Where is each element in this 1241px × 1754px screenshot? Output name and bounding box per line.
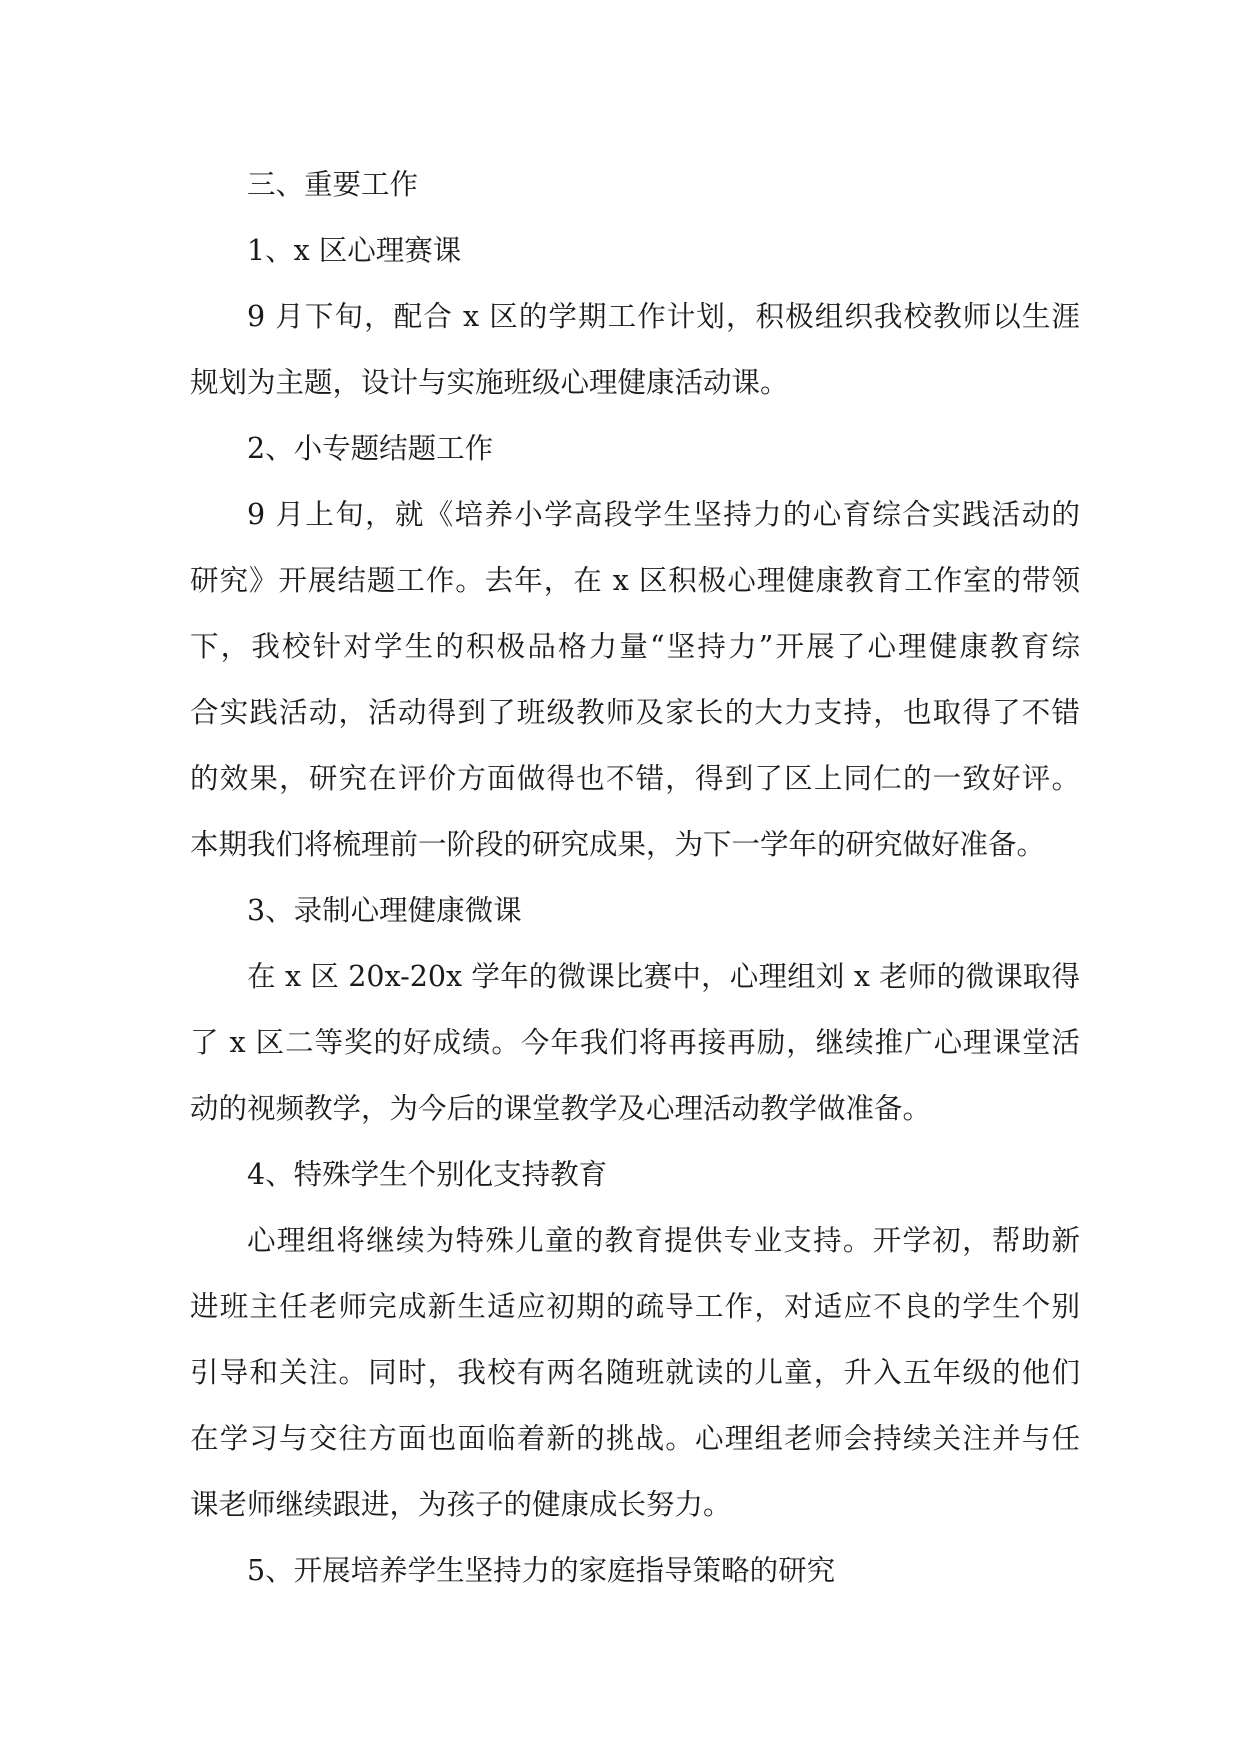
paragraph-line: 合实践活动，活动得到了班级教师及家长的大力支持，也取得了不错 xyxy=(190,696,1080,729)
paragraph-line: 下，我校针对学生的积极品格力量“坚持力”开展了心理健康教育综 xyxy=(190,630,1080,663)
item-heading-5: 5、开展培养学生坚持力的家庭指导策略的研究 xyxy=(247,1554,836,1587)
paragraph-line: 9 月上旬，就《培养小学高段学生坚持力的心育综合实践活动的 xyxy=(247,498,1080,531)
paragraph-line: 心理组将继续为特殊儿童的教育提供专业支持。开学初，帮助新 xyxy=(247,1224,1080,1257)
item-heading-4: 4、特殊学生个别化支持教育 xyxy=(247,1158,608,1191)
paragraph-line: 9 月下旬，配合 x 区的学期工作计划，积极组织我校教师以生涯 xyxy=(247,300,1080,333)
paragraph-line: 在学习与交往方面也面临着新的挑战。心理组老师会持续关注并与任 xyxy=(190,1422,1080,1455)
paragraph-line: 动的视频教学，为今后的课堂教学及心理活动教学做准备。 xyxy=(190,1092,932,1125)
item-heading-1: 1、x 区心理赛课 xyxy=(247,234,462,267)
paragraph-line: 研究》开展结题工作。去年，在 x 区积极心理健康教育工作室的带领 xyxy=(190,564,1080,597)
paragraph-line: 了 x 区二等奖的好成绩。今年我们将再接再励，继续推广心理课堂活 xyxy=(190,1026,1080,1059)
paragraph-line: 进班主任老师完成新生适应初期的疏导工作，对适应不良的学生个别 xyxy=(190,1290,1080,1323)
paragraph-line: 的效果，研究在评价方面做得也不错，得到了区上同仁的一致好评。 xyxy=(190,762,1080,795)
item-heading-3: 3、录制心理健康微课 xyxy=(247,894,522,927)
section-heading: 三、重要工作 xyxy=(247,168,419,201)
paragraph-line: 引导和关注。同时，我校有两名随班就读的儿童，升入五年级的他们 xyxy=(190,1356,1080,1389)
document-body xyxy=(190,152,1080,1604)
paragraph-line: 课老师继续跟进，为孩子的健康成长努力。 xyxy=(190,1488,732,1521)
paragraph-line: 规划为主题，设计与实施班级心理健康活动课。 xyxy=(190,366,789,399)
paragraph-line: 在 x 区 20x-20x 学年的微课比赛中，心理组刘 x 老师的微课取得 xyxy=(247,960,1080,993)
item-heading-2: 2、小专题结题工作 xyxy=(247,432,494,465)
paragraph-line: 本期我们将梳理前一阶段的研究成果，为下一学年的研究做好准备。 xyxy=(190,828,1046,861)
